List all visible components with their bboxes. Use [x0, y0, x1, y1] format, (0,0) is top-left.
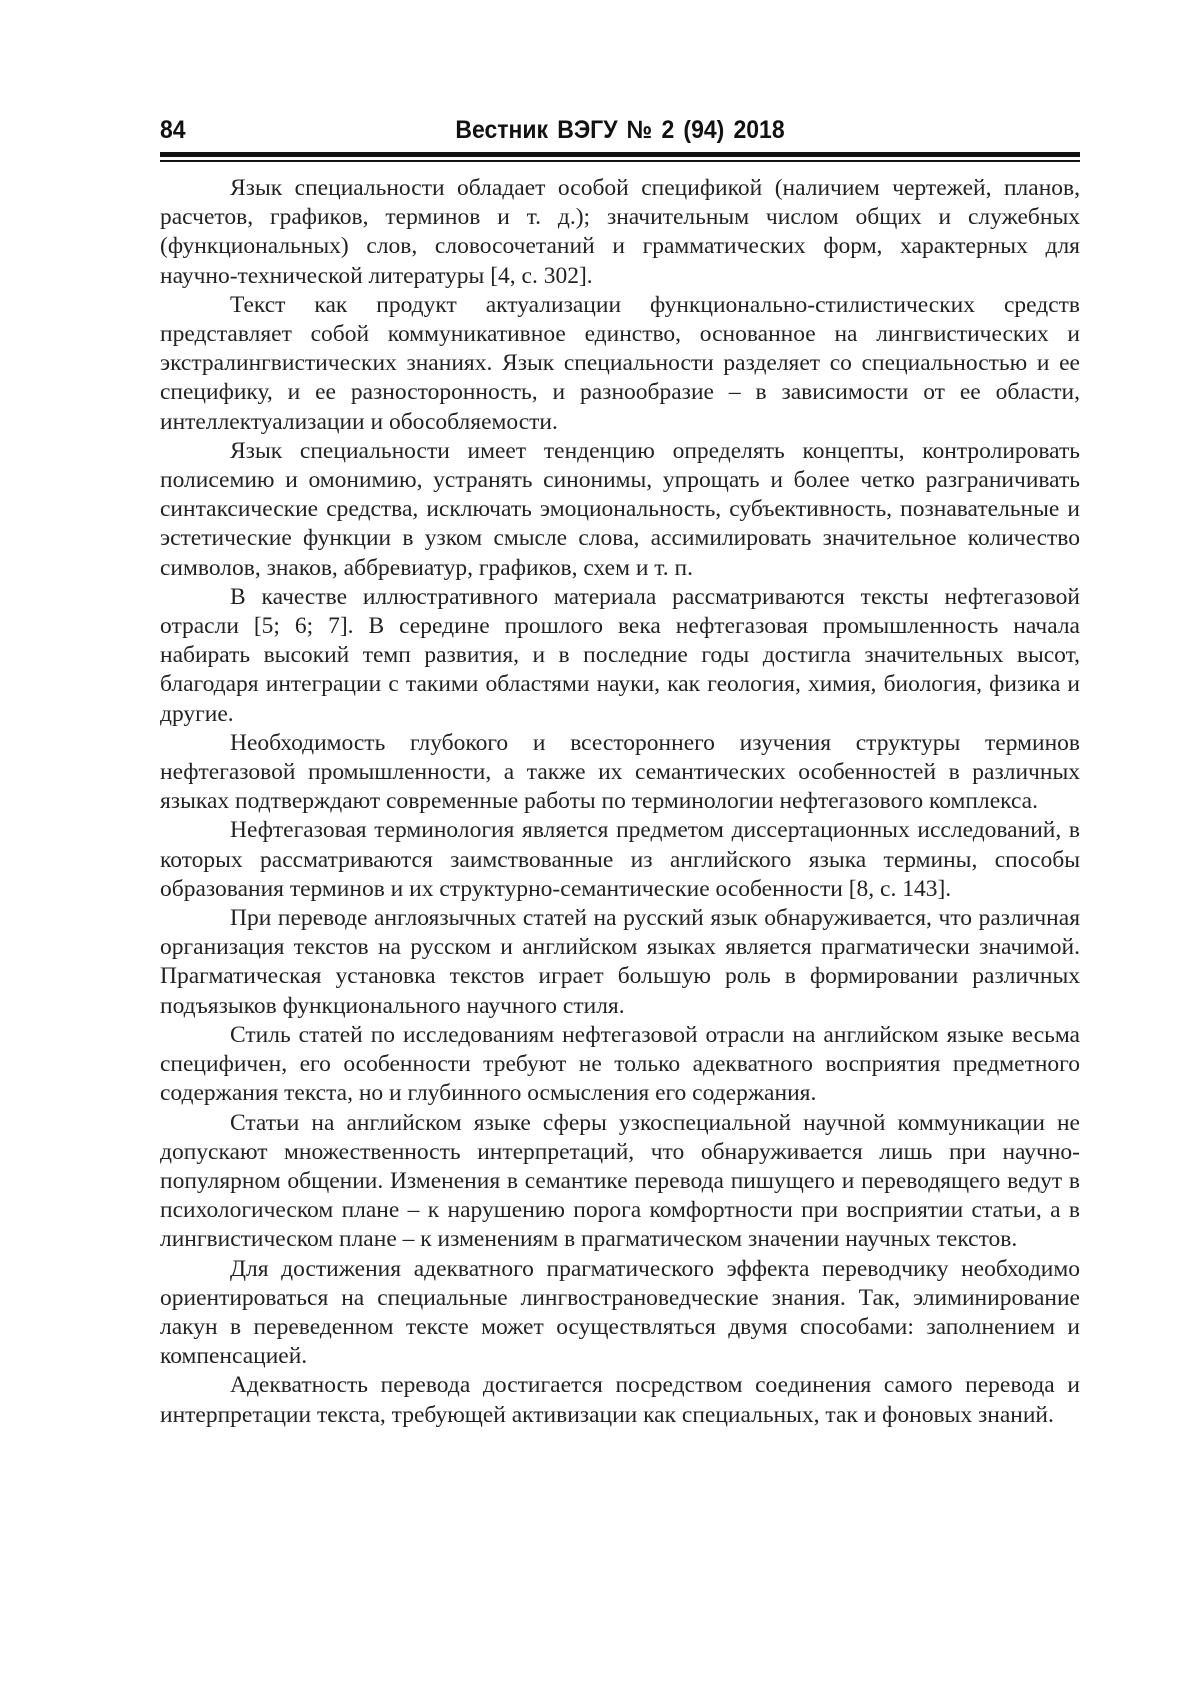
article-body	[160, 174, 1080, 1430]
page-number: 84	[160, 116, 186, 144]
paragraph: Для достижения адекватного прагматического эффекта переводчику необходимо ориентироваться на специальные лингвострановедческие знания. Так, элиминирование лакун в переведенном тексте может осуществляться двумя способами: заполнением и компенсацией.	[160, 1255, 1080, 1370]
paragraph: В качестве иллюстративного материала рассматриваются тексты нефтегазовой отрасли [5; 6; 7]. В середине прошлого века нефтегазовая промышленность начала набирать высокий темп развития, и в последние годы достигла значительных высот, благодаря интеграции с такими областями науки, как геология, химия, биология, физика и другие.	[160, 583, 1080, 727]
paragraph: Язык специальности обладает особой спецификой (наличием чертежей, планов, расчетов, графиков, терминов и т. д.); значительным числом общих и служебных (функциональных) слов, словосочетаний и грамматических форм, характерных для научно-технической литературы [4, с. 302].	[160, 175, 1080, 289]
paragraph: Статьи на английском языке сферы узкоспециальной научной коммуникации не допускают множественность интерпретаций, что обнаруживается лишь при научно-популярном общении. Изменения в семантике перевода пишущего и переводящего ведут в психологическом плане – к нарушению порога комфортности при восприятии статьи, а в лингвистическом плане – к изменениям в прагматическом значении научных текстов.	[160, 1109, 1080, 1253]
journal-title: Вестник ВЭГУ № 2 (94) 2018	[455, 116, 785, 144]
header-rule-thin	[160, 160, 1080, 162]
paragraph: Нефтегазовая терминология является предметом диссертационных исследований, в которых рассматриваются заимствованные из английского языка термины, способы образования терминов и их структурно-семантические особенности [8, с. 143].	[160, 817, 1080, 902]
paragraph: Необходимость глубокого и всестороннего изучения структуры терминов нефтегазовой промышленности, а также их семантических особенностей в различных языках подтверждают современные работы по терминологии нефтегазового комплекса.	[160, 729, 1080, 815]
paragraph: При переводе англоязычных статей на русский язык обнаруживается, что различная организация текстов на русском и английском языках является прагматически значимой. Прагматическая установка текстов играет большую роль в формировании различных подъязыков функционального научного стиля.	[160, 905, 1080, 1019]
paragraph: Стиль статей по исследованиям нефтегазовой отрасли на английском языке весьма специфичен, его особенности требуют не только адекватного восприятия предметного содержания текста, но и глубинного осмысления его содержания.	[160, 1021, 1080, 1107]
paragraph: Адекватность перевода достигается посредством соединения самого перевода и интерпретации текста, требующей активизации как специальных, так и фоновых знаний.	[160, 1372, 1080, 1428]
running-header	[160, 112, 1080, 152]
paragraph: Текст как продукт актуализации функционально-стилистических средств представляет собой коммуникативное единство, основанное на лингвистических и экстралингвистических знаниях. Язык специальности разделяет со специальностью и ее специфику, и ее разносторонность, и разнообразие – в зависимости от ее области, интеллектуализации и обособляемости.	[160, 291, 1080, 435]
header-rule-thick	[160, 152, 1080, 157]
paragraph: Язык специальности имеет тенденцию определять концепты, контролировать полисемию и омонимию, устранять синонимы, упрощать и более четко разграничивать синтаксические средства, исключать эмоциональность, субъективность, познавательные и эстетические функции в узком смысле слова, ассимилировать значительное количество символов, знаков, аббревиатур, графиков, схем и т. п.	[160, 437, 1080, 581]
